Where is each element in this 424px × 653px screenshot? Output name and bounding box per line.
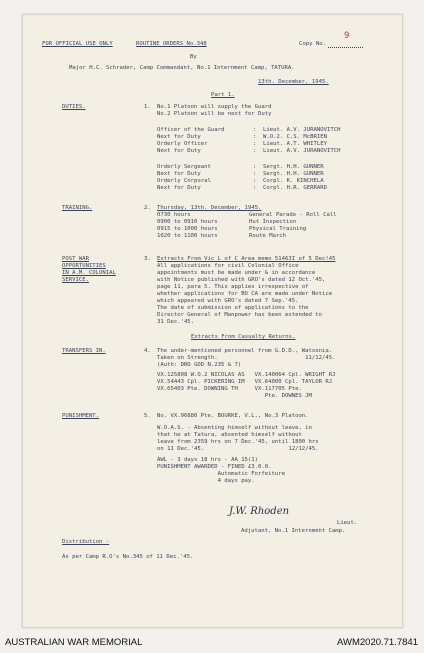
personnel-row: VX.125808 W.O.2 NICOLAS AS VX.140064 Cpl. WRIGHT RJ (157, 372, 336, 378)
transfers-number: 4. (144, 348, 151, 354)
signatory-position: Adjutant, No.1 Internment Camp. (241, 528, 346, 534)
duty-role: Orderly Officer (157, 141, 208, 147)
distribution-line: As per Camp R.O's No.345 of 11 Dec.'45. (62, 554, 194, 560)
transfers-line: (Auth: DRO GDD N.235 & 7) (157, 362, 242, 368)
duty-role: Officer of the Guard (157, 127, 225, 133)
training-time: 1020 to 1100 hours (157, 233, 218, 239)
order-date: 13th. December, 1945. (258, 79, 329, 85)
duty-colon: : (253, 185, 257, 191)
duty-colon: : (253, 164, 257, 170)
training-activity: Route March (249, 233, 287, 239)
document-title: ROUTINE ORDERS No.348 (136, 41, 207, 47)
duties-line: No.1 Platoon will supply the Guard (157, 104, 272, 110)
training-time: 0730 hours (157, 212, 191, 218)
duty-person: Lieut. A.V. JURANOVITCH (263, 127, 341, 133)
training-activity: Hut Inspection (249, 219, 297, 225)
postwar-heading: POST WAR (62, 256, 89, 262)
transfers-heading: TRANSFERS IN. (62, 348, 106, 354)
copy-label: Copy No. (299, 41, 326, 47)
duty-role: Next for Duty (157, 171, 201, 177)
postwar-heading: OPPORTUNITIES (62, 263, 106, 269)
duty-role: Next for Duty (157, 185, 201, 191)
duty-role: Next for Duty (157, 134, 201, 140)
postwar-line: page 11, para 5. This applies irrespective of (157, 284, 309, 290)
by-label: By (190, 54, 197, 60)
personnel-row: VX.65403 Pte. DOWNING TH VX.117705 Pte. (157, 386, 302, 392)
punishment-heading: PUNISHMENT. (62, 413, 100, 419)
duties-number: 1. (144, 104, 151, 110)
archive-credit: AUSTRALIAN WAR MEMORIAL (5, 637, 143, 648)
postwar-line: All applications for civil Colonial Office (157, 263, 299, 269)
punishment-line: W.O.A.S. - Absenting himself without leave, in (157, 425, 312, 431)
postwar-line: which appeared with GRO's dated 7 Sep.'45. (157, 298, 299, 304)
postwar-heading: IN A.M. COLONIAL (62, 270, 116, 276)
training-activity: Physical Training (249, 226, 307, 232)
signatory-rank: Lieut. (337, 520, 358, 526)
copy-number: 9 (344, 31, 350, 41)
training-date: Thursday, 13th. December, 1945. (157, 205, 262, 211)
casualty-returns-subheading: Extracts From Casualty Returns. (191, 334, 296, 340)
duty-role: Next for Duty (157, 148, 201, 154)
training-time: 0900 to 0910 hours (157, 219, 218, 225)
postwar-number: 3. (144, 256, 151, 262)
document-sheet (22, 14, 403, 628)
duty-role: Orderly Sergeant (157, 164, 211, 170)
routine-orders-document (23, 15, 402, 627)
duty-colon: : (253, 148, 257, 154)
punishment-line: on 11 Dec.'45. 12/12/45. (157, 446, 319, 452)
duty-colon: : (253, 127, 257, 133)
duty-person: Lieut. A.V. JURANOVITCH (263, 148, 341, 154)
postwar-line: Director General of Manpower has been extended to (157, 312, 323, 318)
duty-person: W.O.2. C.S. McBRIEN (263, 134, 327, 140)
personnel-row: Pte. DOWNES JM (157, 393, 312, 399)
duty-person: Lieut. A.T. WHITLEY (263, 141, 327, 147)
distribution-heading: Distribution - (62, 539, 110, 545)
transfers-line: The under-mentioned personnel from G.D.D., Watsonia. (157, 348, 333, 354)
archive-reference: AWM2020.71.7841 (337, 637, 418, 648)
handwritten-signature: J.W. Rhoden (229, 506, 290, 517)
copy-number-underline (328, 41, 363, 48)
duties-heading: DUTIES. (62, 104, 86, 110)
duty-colon: : (253, 141, 257, 147)
punishment-line: that he at Tatura, absented himself without (157, 432, 302, 438)
training-heading: TRAINING. (62, 205, 93, 211)
transfers-line: Taken on Strength. 11/12/45. (157, 355, 336, 361)
duty-person: Corpl. H.R. GERRARD (263, 185, 327, 191)
training-time: 0915 to 1000 hours (157, 226, 218, 232)
duty-person: Corpl. K. KINCHELA (263, 178, 324, 184)
training-activity: General Parade - Roll Call (249, 212, 337, 218)
postwar-line: whether applications for BO CA are made under Notice (157, 291, 333, 297)
duties-line: No.2 Platoon will be next for Duty (157, 111, 272, 117)
personnel-row: VX.54443 Cpl. PICKERING IM VX.64000 Cpl. TAYLOR RJ (157, 379, 333, 385)
training-number: 2. (144, 205, 151, 211)
punishment-line: AWL - 3 days 18 hrs - AA 15(1) (157, 457, 259, 463)
duty-colon: : (253, 178, 257, 184)
punishment-number: 5. (144, 413, 151, 419)
postwar-heading: SERVICE. (62, 277, 89, 283)
duty-person: Sergt. H.H. GUNNER (263, 171, 324, 177)
punishment-line: No. VX.96880 Pte. BOURKE, V.L., No.3 Platoon. (157, 413, 309, 419)
classification-label: FOR OFFICIAL USE ONLY (42, 41, 113, 47)
part-label: Part 1. (211, 92, 235, 98)
postwar-line: appointments must be made under & in accordance (157, 270, 316, 276)
postwar-line: 31 Dec.'45. (157, 319, 195, 325)
punishment-line: PUNISHMENT AWARDED - FINED £3.0.0. (157, 464, 272, 470)
duty-colon: : (253, 171, 257, 177)
duty-role: Orderly Corporal (157, 178, 211, 184)
duty-person: Sergt. H.H. GUNNER (263, 164, 324, 170)
postwar-line: The date of submission of applications to the (157, 305, 309, 311)
duty-colon: : (253, 134, 257, 140)
punishment-line: Automatic Forfeiture (157, 471, 285, 477)
postwar-line: with Notice published with GRO's dated 12 Oct.'45, (157, 277, 326, 283)
postwar-line: Extracts From Vic L of C Area memo 51463I of 5 Dec!45 (157, 256, 336, 262)
punishment-line: 4 days pay. (157, 478, 255, 484)
author-line: Major H.C. Schrader, Camp Commandant, No.1 Internment Camp, TATURA. (69, 65, 295, 71)
punishment-line: leave from 2359 hrs on 7 Dec.'45, until 1800 hrs (157, 439, 319, 445)
